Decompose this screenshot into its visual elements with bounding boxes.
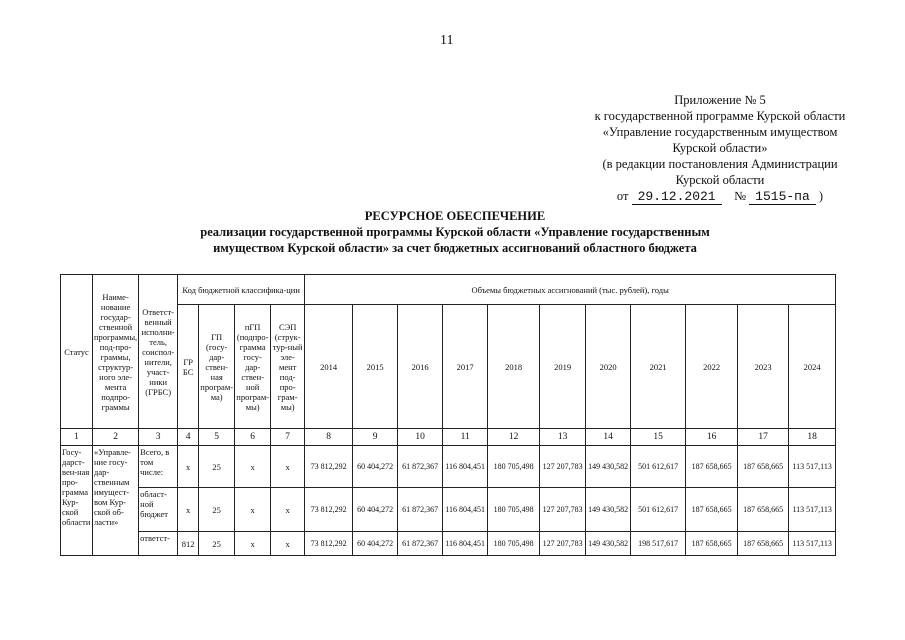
order-number: 1515-па: [749, 189, 816, 205]
value-cell: 113 517,113: [789, 532, 836, 556]
header-year: 2015: [353, 305, 398, 429]
value-cell: 113 517,113: [789, 488, 836, 532]
column-number: 2: [93, 429, 139, 446]
column-number: 5: [199, 429, 235, 446]
page-number: 11: [440, 33, 454, 48]
value-cell: 73 812,292: [305, 532, 353, 556]
header-row-2: [61, 305, 836, 429]
value-cell: 60 404,272: [353, 532, 398, 556]
value-cell: 61 872,367: [398, 446, 443, 488]
header-classification: Код бюджетной классифика-ции: [178, 275, 305, 305]
status-cell: Госу-дарст-вен-ная про-грамма Кур-ской области: [61, 446, 93, 556]
column-number: 12: [488, 429, 540, 446]
value-cell: 149 430,582: [586, 532, 631, 556]
sep-cell: x: [271, 446, 305, 488]
value-cell: 73 812,292: [305, 446, 353, 488]
value-cell: 198 517,617: [631, 532, 686, 556]
value-cell: 180 705,498: [488, 446, 540, 488]
header-grbs: ГР БС: [178, 305, 199, 429]
order-reference: [617, 188, 823, 205]
column-number: 4: [178, 429, 199, 446]
column-number: 10: [398, 429, 443, 446]
value-cell: 113 517,113: [789, 446, 836, 488]
value-cell: 116 804,451: [443, 488, 488, 532]
header-responsible: Ответст-венный исполни-тель, соиспол-нители, участ-ники (ГРБС): [139, 275, 178, 429]
header-year: 2024: [789, 305, 836, 429]
header-pgp: пГП (подпро-грамма госу-дар-ствен-ной програм-мы): [235, 305, 271, 429]
title-line-1: РЕСУРСНОЕ ОБЕСПЕЧЕНИЕ: [364, 209, 546, 223]
appendix-line-5: Курской области: [675, 173, 765, 187]
value-cell: 501 612,617: [631, 488, 686, 532]
value-cell: 60 404,272: [353, 446, 398, 488]
value-cell: 187 658,665: [686, 532, 738, 556]
value-cell: 60 404,272: [353, 488, 398, 532]
title-line-2: реализации государственной программы Курской области «Управление государственным: [200, 225, 710, 239]
column-number: 3: [139, 429, 178, 446]
grbs-cell: x: [178, 446, 199, 488]
value-cell: 187 658,665: [738, 488, 789, 532]
value-cell: 61 872,367: [398, 488, 443, 532]
value-cell: 187 658,665: [738, 446, 789, 488]
header-year: 2017: [443, 305, 488, 429]
header-year: 2021: [631, 305, 686, 429]
sep-cell: x: [271, 488, 305, 532]
column-number: 18: [789, 429, 836, 446]
responsible-cell: Всего, в том числе:: [139, 446, 178, 488]
gp-cell: 25: [199, 488, 235, 532]
header-year: 2014: [305, 305, 353, 429]
column-number: 6: [235, 429, 271, 446]
number-prefix: №: [734, 189, 747, 203]
column-number: 15: [631, 429, 686, 446]
value-cell: 149 430,582: [586, 446, 631, 488]
value-cell: 73 812,292: [305, 488, 353, 532]
grbs-cell: 812: [178, 532, 199, 556]
document-title: [150, 208, 760, 256]
column-number: 13: [540, 429, 586, 446]
header-volumes: Объемы бюджетных ассигнований (тыс. рублей), годы: [305, 275, 836, 305]
value-cell: 127 207,783: [540, 532, 586, 556]
header-status: Статус: [61, 275, 93, 429]
order-date: 29.12.2021: [632, 189, 722, 205]
header-year: 2016: [398, 305, 443, 429]
value-cell: 187 658,665: [686, 446, 738, 488]
closing-paren: ): [818, 189, 824, 203]
header-gp: ГП (госу-дар-ствен-ная програм-ма): [199, 305, 235, 429]
value-cell: 180 705,498: [488, 488, 540, 532]
header-year: 2019: [540, 305, 586, 429]
value-cell: 127 207,783: [540, 488, 586, 532]
pgp-cell: x: [235, 446, 271, 488]
header-row-1: [61, 275, 836, 305]
column-number: 17: [738, 429, 789, 446]
budget-table-wrap: [60, 274, 836, 556]
grbs-cell: x: [178, 488, 199, 532]
value-cell: 187 658,665: [738, 532, 789, 556]
value-cell: 61 872,367: [398, 532, 443, 556]
appendix-title: Приложение № 5: [674, 93, 766, 107]
header-sep: СЭП (струк-тур-ный эле-мент под-про-грам-мы): [271, 305, 305, 429]
appendix-line-1: к государственной программе Курской области: [594, 109, 846, 123]
appendix-line-4: (в редакции постановления Администрации: [602, 157, 838, 171]
program-name-cell: «Управле-ние госу-дар-ственным имущест-вом Кур-ской об-ласти»: [93, 446, 139, 556]
column-number: 9: [353, 429, 398, 446]
appendix-line-3: Курской области»: [672, 141, 768, 155]
value-cell: 116 804,451: [443, 532, 488, 556]
value-cell: 187 658,665: [686, 488, 738, 532]
column-numbers-row: [61, 429, 836, 446]
appendix-line-2: «Управление государственным имуществом: [602, 125, 838, 139]
table-row: [61, 446, 836, 488]
column-number: 1: [61, 429, 93, 446]
appendix-block: [540, 92, 900, 205]
column-number: 14: [586, 429, 631, 446]
value-cell: 116 804,451: [443, 446, 488, 488]
value-cell: 127 207,783: [540, 446, 586, 488]
table-row: [61, 532, 836, 556]
responsible-cell: ответст-: [139, 532, 178, 556]
header-year: 2023: [738, 305, 789, 429]
header-year: 2018: [488, 305, 540, 429]
column-number: 8: [305, 429, 353, 446]
header-year: 2020: [586, 305, 631, 429]
from-prefix: от: [616, 189, 629, 203]
gp-cell: 25: [199, 446, 235, 488]
header-year: 2022: [686, 305, 738, 429]
column-number: 11: [443, 429, 488, 446]
header-name: Наиме-нование государ-ственной программы, под-про-граммы, структур-ного эле-мента подпро-граммы: [93, 275, 139, 429]
column-number: 7: [271, 429, 305, 446]
value-cell: 149 430,582: [586, 488, 631, 532]
pgp-cell: x: [235, 488, 271, 532]
value-cell: 501 612,617: [631, 446, 686, 488]
table-row: [61, 488, 836, 532]
value-cell: 180 705,498: [488, 532, 540, 556]
responsible-cell: област-ной бюджет: [139, 488, 178, 532]
pgp-cell: x: [235, 532, 271, 556]
title-line-3: имуществом Курской области» за счет бюджетных ассигнований областного бюджета: [213, 241, 697, 255]
gp-cell: 25: [199, 532, 235, 556]
column-number: 16: [686, 429, 738, 446]
sep-cell: x: [271, 532, 305, 556]
budget-table: [60, 274, 836, 556]
